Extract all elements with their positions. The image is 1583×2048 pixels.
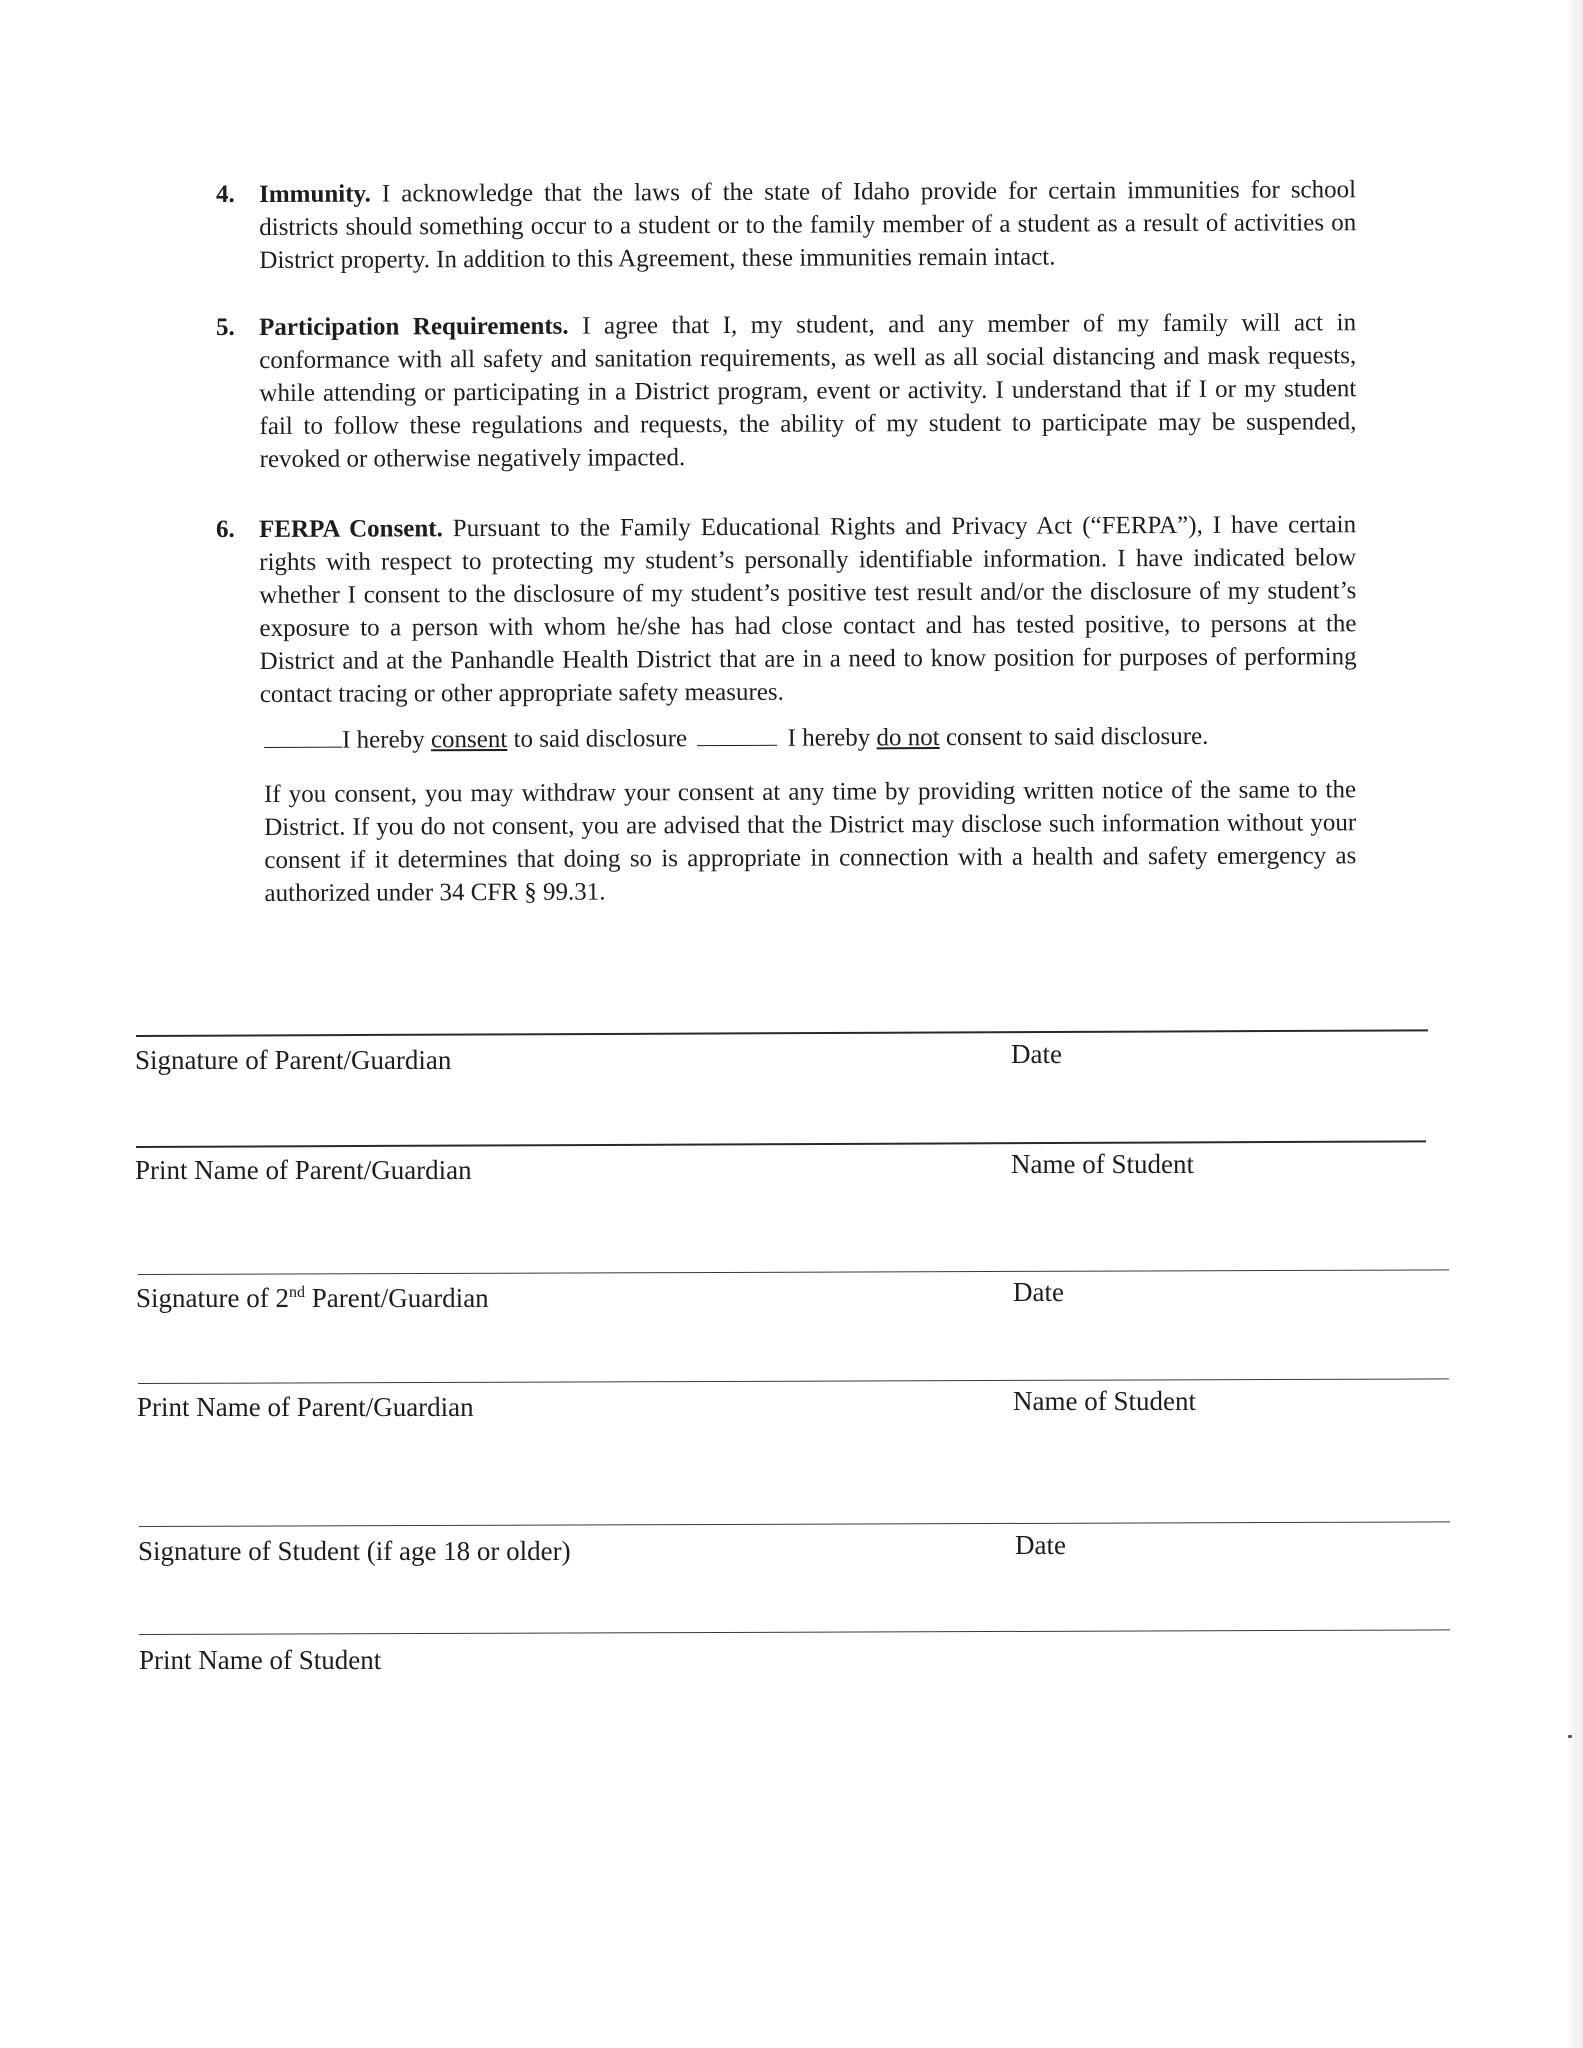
signature-line[interactable]	[139, 1521, 1450, 1527]
section-text: Pursuant to the Family Educational Rights and Privacy Act (“FERPA”), I have certain rights with respect to protecting my student’s personally identifiable information. I have indicated below whether I consent to the disclosure of my student’s positive test result and/or the disclosure of my student’s exposure to a person with whom he/she has had close contact and has tested positive, to persons at the District and at the Panhandle Health District that are in a need to know position for purposes of performing contact tracing or other appropriate safety measures.	[259, 511, 1357, 708]
no-consent-option-label: I hereby do not consent to said disclosure.	[787, 722, 1209, 752]
consent-option-label: I hereby consent to said disclosure	[342, 725, 688, 754]
date-label: Date	[1013, 1277, 1064, 1307]
no-consent-blank[interactable]	[697, 721, 777, 746]
section-text: I acknowledge that the laws of the state of Idaho provide for certain immunities for school districts should something occur to a student or to the family member of a student as a result of activities on District property. In addition to this Agreement, these immunities remain intact.	[259, 176, 1357, 274]
consent-choice-row	[264, 718, 1364, 757]
student-name-label: Name of Student	[1011, 1149, 1194, 1179]
section-participation-requirements	[216, 311, 1356, 476]
scan-speck	[1568, 1735, 1572, 1738]
date-label: Date	[1015, 1530, 1066, 1560]
print-parent-name-label: Print Name of Parent/Guardian	[137, 1392, 474, 1422]
section-heading: Immunity.	[259, 180, 371, 208]
section-immunity	[216, 178, 1356, 277]
section-body	[259, 173, 1356, 277]
section-body	[259, 306, 1357, 476]
section-number: 4.	[216, 181, 235, 208]
section-text: I agree that I, my student, and any member of my family will act in conformance with all safety and sanitation requirements, as well as all social distancing and mask requests, while attending or participating in a District program, event or activity. I understand that if I or my student fail to follow these regulations and requests, the ability of my student to participate may be suspended, revoked or otherwise negatively impacted.	[259, 309, 1357, 473]
print-student-name-label: Print Name of Student	[139, 1645, 382, 1675]
section-heading: FERPA Consent.	[259, 515, 443, 543]
signature-parent-label: Signature of Parent/Guardian	[135, 1045, 452, 1075]
signature-student-label: Signature of Student (if age 18 or older)	[138, 1536, 571, 1566]
scan-edge-shadow	[1567, 0, 1583, 2048]
signature-parent2-label: Signature of 2nd Parent/Guardian	[136, 1283, 489, 1313]
print-name-line[interactable]	[136, 1140, 1426, 1148]
section-body	[259, 508, 1357, 711]
signature-line[interactable]	[136, 1029, 1428, 1037]
student-name-label: Name of Student	[1013, 1386, 1196, 1416]
print-name-line[interactable]	[139, 1629, 1450, 1635]
consent-blank[interactable]	[264, 723, 342, 748]
print-parent-name-label: Print Name of Parent/Guardian	[135, 1155, 472, 1185]
section-heading: Participation Requirements.	[259, 312, 569, 341]
print-name-line[interactable]	[138, 1378, 1449, 1384]
section-number: 6.	[216, 516, 235, 543]
signature-line[interactable]	[138, 1269, 1449, 1275]
date-label: Date	[1011, 1039, 1062, 1069]
section-ferpa-consent	[216, 513, 1356, 711]
section-number: 5.	[216, 314, 235, 341]
consent-notice: If you consent, you may withdraw your consent at any time by providing written notice of the same to the District. If you do not consent, you are advised that the District may disclose such information without your consent if it determines that doing so is appropriate in connection with a health and safety emergency as authorized under 34 CFR § 99.31.	[264, 776, 1357, 907]
